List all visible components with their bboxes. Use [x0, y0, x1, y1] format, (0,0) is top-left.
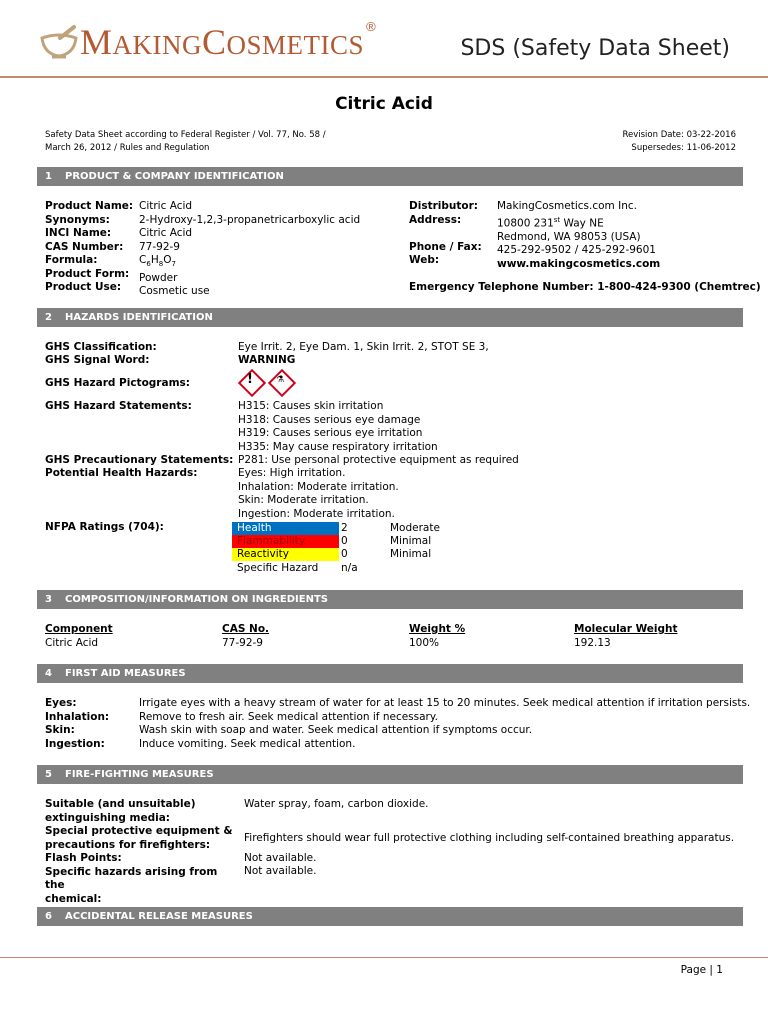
revision-info: Revision Date: 03-22-2016 Supersedes: 11-06-2012: [622, 130, 736, 153]
nfpa-reactivity-label: Reactivity: [232, 548, 339, 561]
distributor-values: MakingCosmetics.com Inc. 10800 231st Way NE Redmond, WA 98053 (USA) 425-292-9502 / 425-292-9601 www.makingcosmetics.com: [497, 200, 737, 271]
regulation-note: Safety Data Sheet according to Federal Register / Vol. 77, No. 58 / March 26, 2012 / Rules and Regulation: [45, 130, 326, 153]
product-labels: Product Name: Synonyms: INCI Name: CAS Number: Formula: Product Form: Product Use:: [45, 200, 134, 293]
section-4-header: 4 FIRST AID MEASURES: [37, 664, 743, 683]
nfpa-health-label: Health: [232, 522, 339, 535]
logo-wordmark: MAKINGCOSMETICS: [80, 22, 365, 62]
nfpa-health-value: 2: [341, 522, 348, 534]
nfpa-label: NFPA Ratings (704):: [45, 521, 164, 533]
nfpa-flammability-label: Flammability: [232, 535, 339, 548]
corrosion-icon: ⚗: [268, 369, 292, 393]
hazard-statements: H315: Causes skin irritation H318: Causes serious eye damage H319: Causes serious eye irritation H335: May cause respiratory irritation: [238, 400, 438, 453]
company-logo: [38, 18, 374, 66]
hazard-statements-label: GHS Hazard Statements:: [45, 400, 192, 412]
section-5-header: 5 FIRE-FIGHTING MEASURES: [37, 765, 743, 784]
nfpa-specific-value: n/a: [341, 562, 358, 574]
exclamation-mark-icon: !: [238, 369, 262, 393]
first-aid-values: Irrigate eyes with a heavy stream of water for at least 15 to 20 minutes. Seek medical attention if irritation persists. Remove to fresh air. Seek medical attention if necessary. Wash skin with soap and water. Seek medical attention if symptoms occur. Induce vomiting. Seek medical attention.: [139, 697, 751, 750]
specific-hazards: Not available.: [244, 865, 317, 877]
firefighter-ppe: Firefighters should wear full protective clothing including self-contained breathing apparatus.: [244, 832, 735, 844]
health-hazards: Eyes: High irritation. Inhalation: Moderate irritation. Skin: Moderate irritation. Ingestion: Moderate irritation.: [238, 467, 399, 520]
nfpa-flammability-value: 0: [341, 535, 348, 547]
footer-divider: [0, 957, 768, 958]
hazard-pictograms: [238, 369, 292, 393]
mortar-pestle-icon: [38, 24, 80, 60]
sds-title: SDS (Safety Data Sheet): [460, 36, 730, 61]
col-component: Component: [45, 623, 113, 635]
ingredient-component: Citric Acid: [45, 637, 99, 649]
section-3-header: 3 COMPOSITION/INFORMATION ON INGREDIENTS: [37, 590, 743, 609]
formula: $C_6H_8O_7$: [139, 254, 176, 269]
col-molecular-weight: Molecular Weight: [574, 623, 678, 635]
signal-word-label: GHS Signal Word:: [45, 354, 150, 366]
ghs-classification-label: GHS Classification:: [45, 341, 157, 353]
nfpa-reactivity-desc: Minimal: [390, 548, 432, 560]
website-link[interactable]: www.makingcosmetics.com: [497, 257, 661, 270]
ingredient-cas: 77-92-9: [222, 637, 263, 649]
section-2-header: 2 HAZARDS IDENTIFICATION: [37, 308, 743, 327]
ghs-classification: Eye Irrit. 2, Eye Dam. 1, Skin Irrit. 2, STOT SE 3,: [238, 341, 489, 353]
nfpa-table: [0, 521, 768, 577]
distributor-labels: Distributor: Address: Phone / Fax: Web:: [409, 200, 482, 266]
registered-mark: ®: [366, 18, 376, 34]
page-number: Page | 1: [680, 964, 723, 976]
ingredient-weight: 100%: [409, 637, 440, 649]
col-cas: CAS No.: [222, 623, 270, 635]
flash-points: Not available.: [244, 852, 317, 864]
nfpa-specific-label: Specific Hazard: [232, 562, 339, 575]
health-hazards-label: Potential Health Hazards:: [45, 467, 198, 479]
signal-word: WARNING: [238, 354, 296, 366]
emergency-number: Emergency Telephone Number: 1-800-424-9300 (Chemtrec): [409, 281, 761, 293]
document-title: Citric Acid: [335, 94, 433, 114]
nfpa-flammability-desc: Minimal: [390, 535, 432, 547]
ingredient-molecular-weight: 192.13: [574, 637, 611, 649]
section-1-header: 1 PRODUCT & COMPANY IDENTIFICATION: [37, 167, 743, 186]
first-aid-labels: Eyes: Inhalation: Skin: Ingestion:: [45, 697, 110, 750]
pictograms-label: GHS Hazard Pictograms:: [45, 377, 190, 389]
nfpa-health-desc: Moderate: [390, 522, 440, 534]
section-6-header: 6 ACCIDENTAL RELEASE MEASURES: [37, 907, 743, 926]
extinguishing-media: Water spray, foam, carbon dioxide.: [244, 798, 429, 810]
precautionary-label: GHS Precautionary Statements:: [45, 454, 234, 466]
product-values: Citric Acid 2-Hydroxy-1,2,3-propanetricarboxylic acid Citric Acid 77-92-9 $C_6H_8O_7$ Powder Cosmetic use: [139, 200, 399, 299]
header-divider: [0, 76, 768, 78]
fire-fighting-labels: Suitable (and unsuitable) extinguishing media: Special protective equipment & precautions for firefighters: Flash Points: Specific hazards arising from the chemical:: [45, 798, 233, 905]
nfpa-reactivity-value: 0: [341, 548, 348, 560]
precautionary-statement: P281: Use personal protective equipment as required: [238, 454, 519, 466]
col-weight: Weight %: [409, 623, 466, 635]
